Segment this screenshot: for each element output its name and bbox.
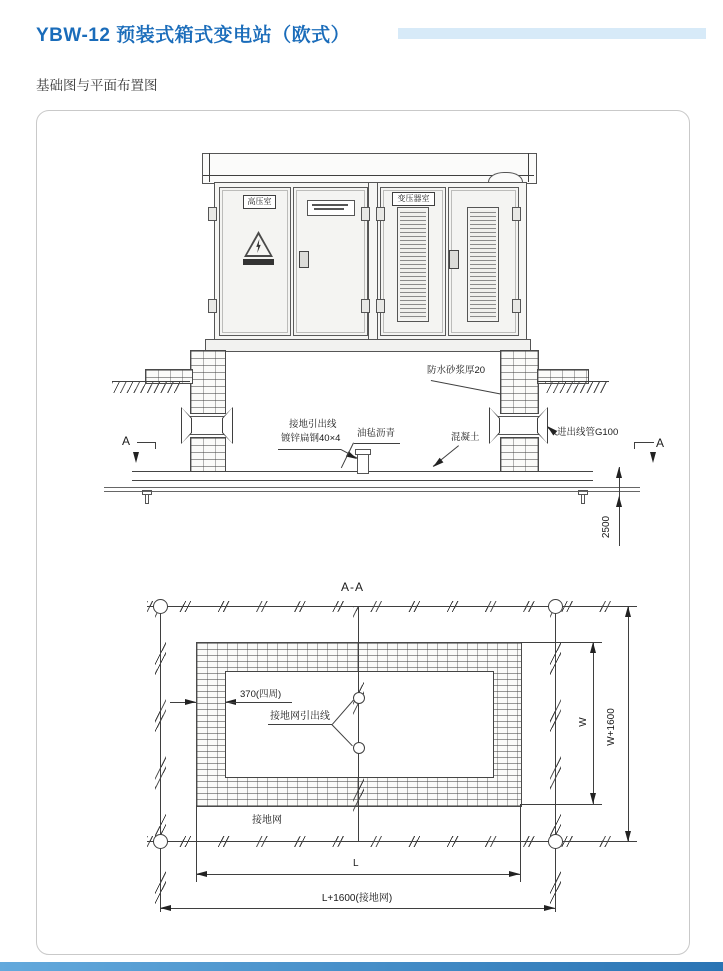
brick-pier-right-upper <box>500 350 539 414</box>
title-accent-bar <box>398 28 706 39</box>
arrowhead <box>185 699 196 705</box>
warning-text-strip <box>243 259 274 265</box>
section-marker-line <box>155 442 156 449</box>
ground-lead-cap <box>355 449 371 455</box>
ground-grid-centerline <box>353 606 364 842</box>
section-subtitle: 基础图与平面布置图 <box>36 78 158 93</box>
hinge <box>376 207 385 221</box>
transformer-room-plate: 变压器室 <box>392 192 435 206</box>
ground-hatch-left <box>112 382 180 393</box>
arrowhead <box>590 793 596 804</box>
roof-line <box>203 175 534 176</box>
ground-rod-circle <box>153 834 168 849</box>
ground-lead-steel <box>357 453 369 474</box>
conduit-pipe-right <box>496 416 541 435</box>
bottom-accent-bar <box>0 962 723 971</box>
hinge <box>512 299 521 313</box>
hinge <box>361 207 370 221</box>
extension-line <box>520 805 521 882</box>
base-layer <box>104 487 640 492</box>
lead-out-circle <box>353 692 365 704</box>
hinge <box>376 299 385 313</box>
brick-pier-left-upper <box>190 350 226 414</box>
cabinet-base <box>205 339 531 352</box>
page-title: YBW-12 预装式箱式变电站（欧式） <box>36 25 351 46</box>
dim-line-370 <box>225 702 292 703</box>
section-marker-a-right: A <box>656 436 665 450</box>
arrowhead <box>544 905 555 911</box>
ground-grid-line-left <box>155 606 166 912</box>
ground-stake <box>141 490 153 505</box>
arrowhead <box>625 831 631 842</box>
label-ground-lead: 接地引出线 <box>289 419 337 430</box>
section-marker-line <box>137 442 155 443</box>
label-waterproof-mortar: 防水砂浆厚20 <box>427 365 486 376</box>
dim-line-w <box>593 642 594 804</box>
dim-text-l1600: L+1600(接地网) <box>321 893 393 904</box>
brick-pier-left-lower <box>190 437 226 474</box>
dim-text-2500: 2500 <box>601 515 612 539</box>
ground-stake <box>577 490 589 505</box>
louver-panel-right <box>467 207 499 322</box>
hinge <box>208 207 217 221</box>
label-ground-grid: 接地网 <box>252 815 282 826</box>
section-marker-line <box>634 442 635 449</box>
nameplate-text-line <box>312 204 348 206</box>
hv-room-plate: 高压室 <box>243 195 276 209</box>
hinge <box>361 299 370 313</box>
dim-line-l1600 <box>160 908 555 909</box>
leader-line <box>354 443 400 444</box>
arrowhead <box>590 642 596 653</box>
dim-line-l <box>196 874 520 875</box>
door-handle <box>449 250 459 269</box>
section-arrow-down <box>133 452 139 463</box>
brick-pier-right-lower <box>500 437 539 474</box>
dim-text-l: L <box>353 858 359 869</box>
label-conduit: 进出线管G100 <box>557 427 619 438</box>
dim-text-370: 370(四周) <box>240 689 282 700</box>
section-arrow-down <box>650 452 656 463</box>
section-marker-line <box>634 442 654 443</box>
louver-panel-left <box>397 207 429 322</box>
arrowhead <box>625 606 631 617</box>
arrowhead <box>509 871 520 877</box>
hinge <box>512 207 521 221</box>
dim-text-w: W <box>578 717 589 727</box>
nameplate-text-line <box>314 208 344 210</box>
label-concrete: 混凝土 <box>451 432 480 443</box>
dim-text-w1600: W+1600 <box>606 708 617 746</box>
ground-grid-line-right <box>550 606 561 912</box>
conduit-pipe-left <box>186 416 228 435</box>
center-mullion <box>368 182 378 339</box>
lead-out-circle <box>353 742 365 754</box>
ground-rod-circle <box>548 834 563 849</box>
arrowhead <box>160 905 171 911</box>
extension-line <box>520 804 602 805</box>
ground-hatch-right <box>545 382 607 393</box>
door-handle <box>299 251 309 268</box>
label-felt-asphalt: 油毡沥青 <box>357 428 396 439</box>
label-grid-lead: 接地网引出线 <box>270 711 330 722</box>
arrowhead <box>196 871 207 877</box>
leader-line <box>278 449 341 450</box>
label-flat-steel: 镀锌扁钢40×4 <box>281 433 341 444</box>
ground-grid-line-bottom <box>147 836 637 847</box>
roof-endcap-right <box>528 153 529 182</box>
hinge <box>208 299 217 313</box>
section-marker-a-left: A <box>122 434 131 448</box>
dim-line-w1600 <box>628 606 629 842</box>
ground-rod-circle <box>548 599 563 614</box>
plan-title: A-A <box>341 580 365 594</box>
arrowhead <box>616 467 622 478</box>
leader-line <box>268 724 332 725</box>
ground-grid-line-top <box>147 601 637 612</box>
ground-rod-circle <box>153 599 168 614</box>
roof <box>202 153 537 184</box>
arrowhead <box>616 496 622 507</box>
roof-endcap-left <box>209 153 210 182</box>
